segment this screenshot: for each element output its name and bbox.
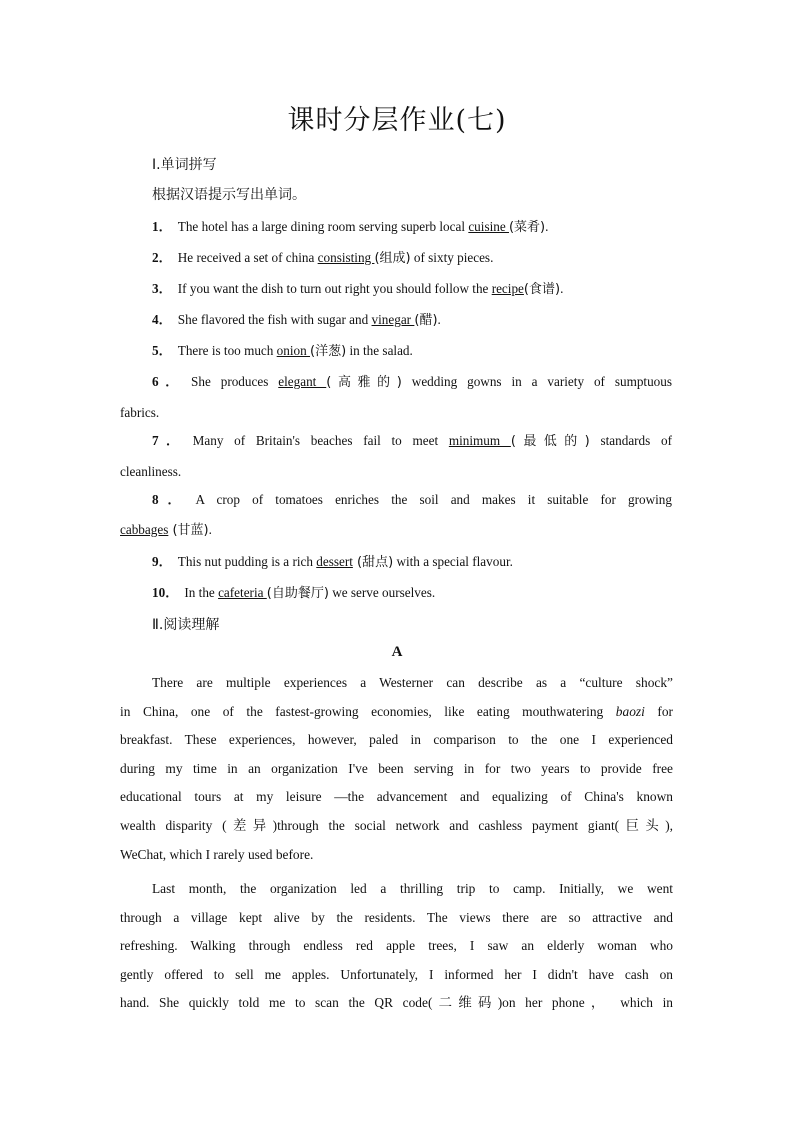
page-title: 课时分层作业(七) [287,105,507,136]
answer-text: recipe [491,281,524,296]
exercise-item-6: 6． She produces elegant (高雅的) wedding gowns in a variety of sumptuous fabrics. [120,374,673,420]
section-1-instruction: 根据汉语提示写出单词。 [152,187,306,203]
exercise-item-7: 7． Many of Britain's beaches fail to meet minimum (最低的) standards of cleanliness. [120,433,673,479]
answer-text: vinegar [371,312,415,327]
exercise-item-4: 4． She flavored the fish with sugar and vinegar (醋). [152,312,441,328]
answer-text: cuisine [468,219,509,234]
passage-paragraph-2: Last month, the organization led a thrilling trip to camp. Initially, we went through a village kept alive by the residents. The views there are so attractive and refreshing. Walking through endless red apple trees, I saw an elderly woman who gently offered to sell me apples. Unfortunately, I informed her I didn't have cash on hand. She quickly told me to scan the QR code(二维码)on her phone， which in [120,881,673,1011]
exercise-item-10: 10． In the cafeteria (自助餐厅) we serve ourselves. [152,585,436,601]
answer-text: dessert [316,554,353,569]
exercise-item-9: 9． This nut pudding is a rich dessert (甜点) with a special flavour. [152,554,513,570]
answer-text: onion [276,343,311,358]
passage-paragraph-1: There are multiple experiences a Westerner can describe as a “culture shock” in China, one of the fastest-growing economies, like eating mouthwatering baozi for breakfast. These experiences, however, paled in comparison to the one I experienced during my time in an organization I've been serving in for two years to provide free educational tours at my leisure —the advancement and equalizing of China's known wealth disparity (差异)through the social network and cashless payment giant(巨头), WeChat, which I rarely used before. [120,675,673,862]
answer-text: minimum [448,433,511,448]
answer-text: consisting [317,250,375,265]
exercise-item-3: 3． If you want the dish to turn out right you should follow the recipe(食谱). [152,281,564,297]
section-1-heading: Ⅰ.单词拼写 [152,157,217,173]
answer-text: elegant [278,374,327,389]
section-2-heading: Ⅱ.阅读理解 [152,617,220,633]
exercise-item-8: 8． A crop of tomatoes enriches the soil and makes it suitable for growing cabbages (甘蓝). [120,492,672,538]
exercise-item-5: 5． There is too much onion (洋葱) in the salad. [152,343,413,359]
passage-label: A [391,644,403,660]
exercise-item-2: 2． He received a set of china consisting (组成) of sixty pieces. [152,250,494,266]
answer-text: cabbages [120,521,169,537]
exercise-item-1: 1． The hotel has a large dining room serving superb local cuisine (菜肴). [152,219,549,235]
answer-text: cafeteria [218,585,267,600]
